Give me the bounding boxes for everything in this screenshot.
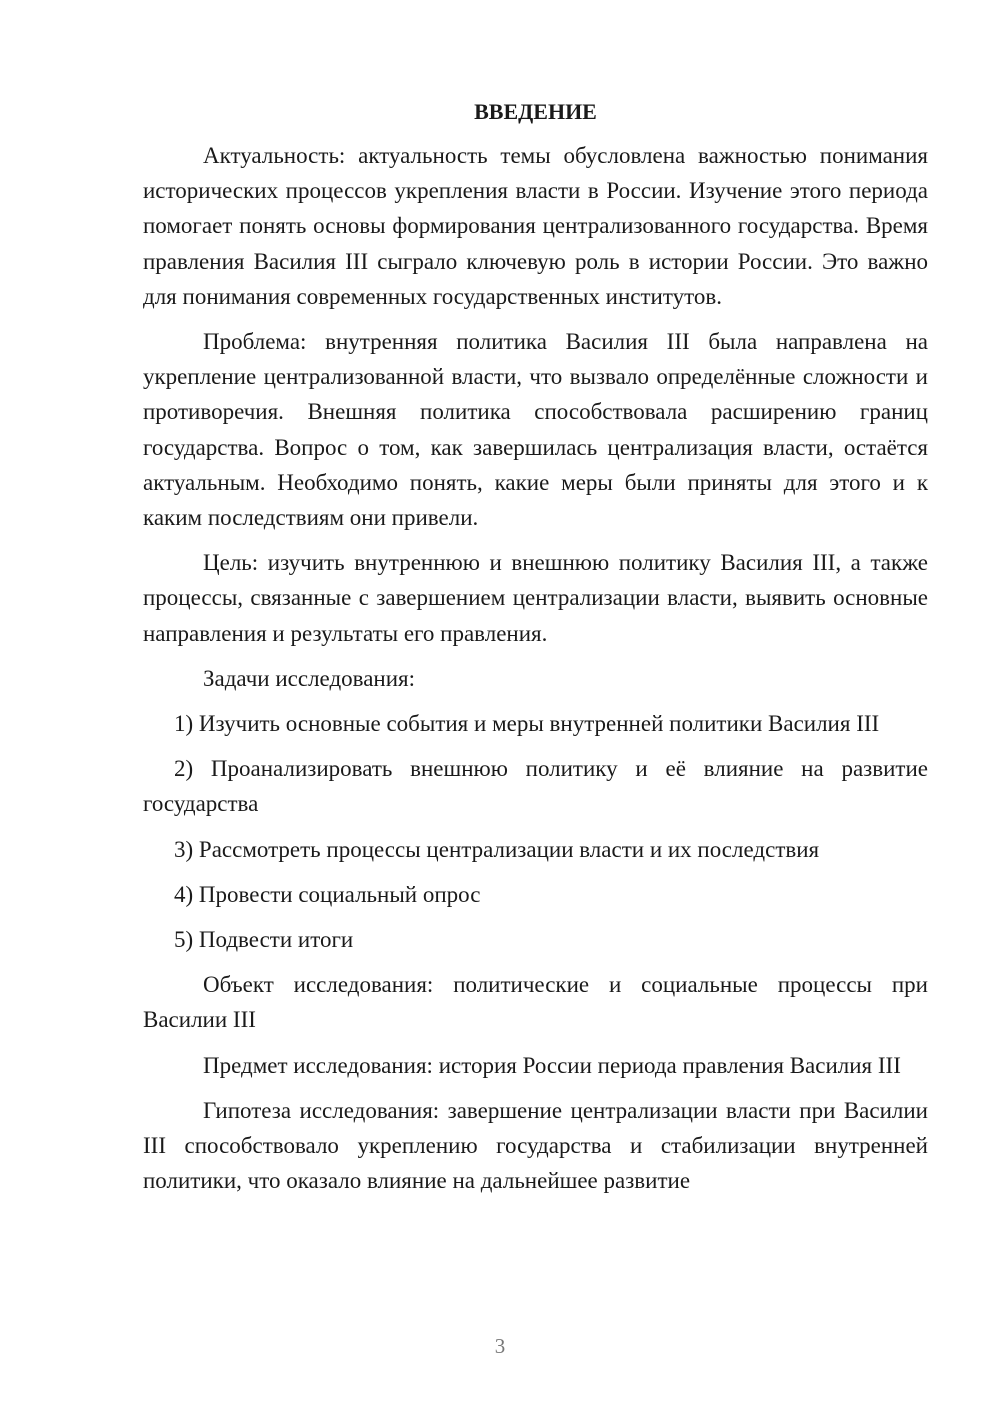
document-page xyxy=(143,96,928,1208)
object-paragraph: Объект исследования: политические и социальные процессы при Василии III xyxy=(143,972,928,1033)
problem-paragraph: Проблема: внутренняя политика Василия III была направлена на укрепление централизованной власти, что вызвало определённые сложности и противоречия. Внешняя политика способствовала расширению границ государства. Вопрос о том, как завершилась централизация власти, остаётся актуальным. Необходимо понять, какие меры были приняты для этого и к каким последствиям они привели. xyxy=(143,329,928,531)
hypothesis-paragraph: Гипотеза исследования: завершение централизации власти при Василии III способствовало укреплению государства и стабилизации внутренней политики, что оказало влияние на дальнейшее развитие xyxy=(143,1097,928,1194)
task-item: 5) Подвести итоги xyxy=(174,927,354,953)
tasks-heading: Задачи исследования: xyxy=(203,665,416,691)
task-item: 2) Проанализировать внешнюю политику и её влияние на развитие государства xyxy=(143,756,928,817)
page-number: 3 xyxy=(494,1334,506,1358)
subject-paragraph: Предмет исследования: история России периода правления Василия III xyxy=(203,1052,901,1078)
task-item: 4) Провести социальный опрос xyxy=(174,881,481,907)
relevance-paragraph: Актуальность: актуальность темы обусловлена важностью понимания исторических процессов укрепления власти в России. Изучение этого периода помогает понять основы формирования централизованного государства. Время правления Василия III сыграло ключевую роль в истории России. Это важно для понимания современных государственных институтов. xyxy=(143,143,928,309)
task-item: 3) Рассмотреть процессы централизации власти и их последствия xyxy=(174,836,820,862)
page-title: ВВЕДЕНИЕ xyxy=(474,99,597,124)
goal-paragraph: Цель: изучить внутреннюю и внешнюю политику Василия III, а также процессы, связанные с завершением централизации власти, выявить основные направления и результаты его правления. xyxy=(143,550,928,646)
task-item: 1) Изучить основные события и меры внутренней политики Василия III xyxy=(174,711,880,737)
